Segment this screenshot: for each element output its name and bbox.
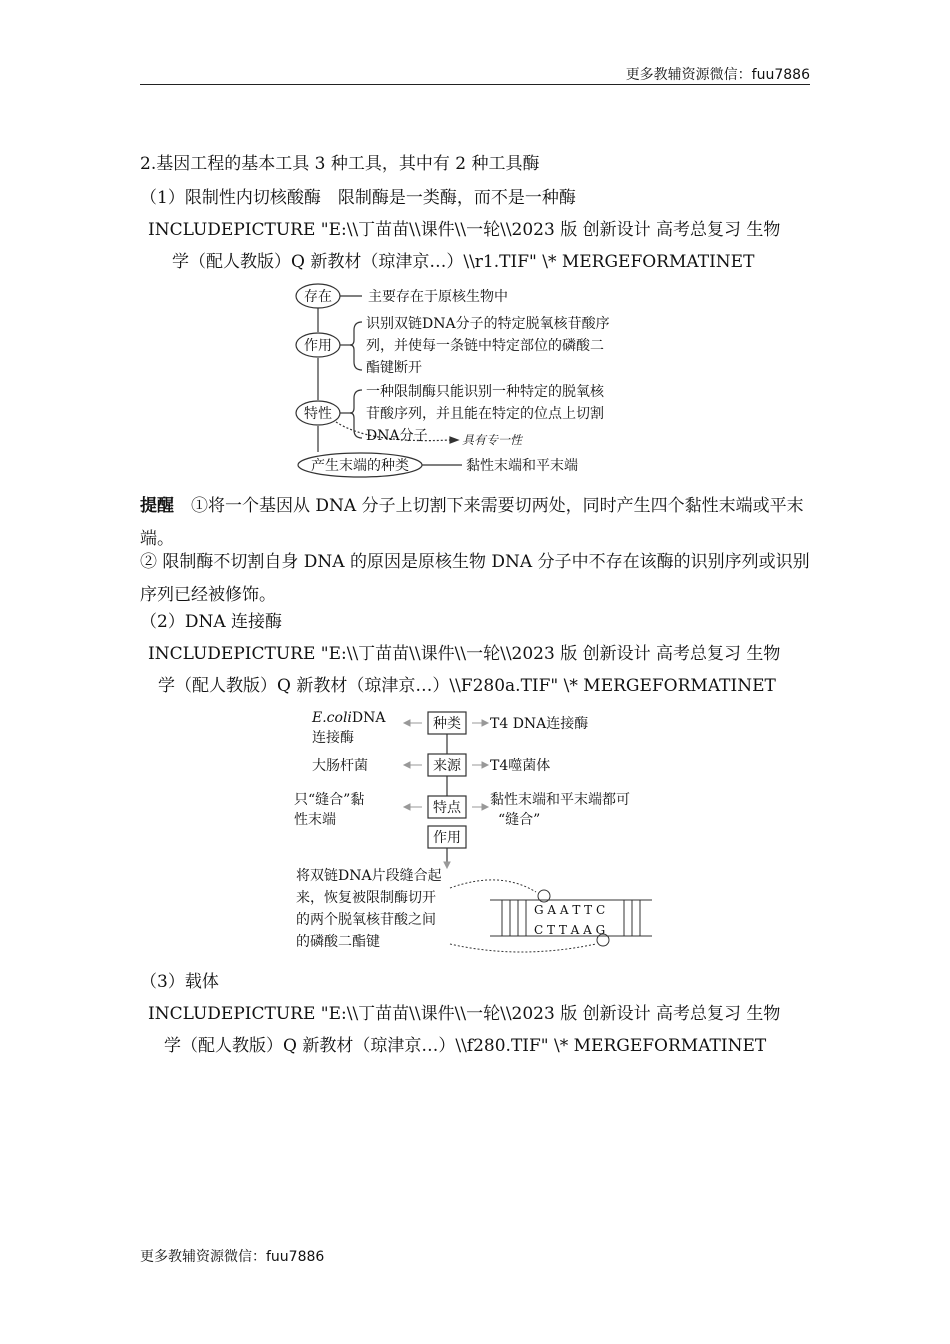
feature-ecoli-1: 只“缝合”黏 bbox=[294, 792, 365, 808]
seq-bottom: C T T A A G bbox=[534, 923, 606, 937]
box-kind: 种类 bbox=[433, 716, 461, 732]
node-function-line1: 识别双链DNA分子的特定脱氧核苷酸序 bbox=[366, 316, 610, 332]
node-function-line2: 列，并使每一条链中特定部位的磷酸二 bbox=[366, 338, 604, 354]
node-property-line3: DNA分子 bbox=[366, 428, 428, 444]
include-field-3b: 学（配人教版）Q 新教材（琼津京…）\\f280.TIF" \* MERGEFORMATINET bbox=[164, 1036, 767, 1056]
include-field-1b: 学（配人教版）Q 新教材（琼津京…）\\r1.TIF" \* MERGEFORMATINET bbox=[172, 252, 755, 272]
include-field-2a: INCLUDEPICTURE "E:\\丁苗苗\\课件\\一轮\\2023 版 创新设计 高考总复习 生物 bbox=[148, 644, 781, 664]
tip-2: ② 限制酶不切割自身 DNA 的原因是原核生物 DNA 分子中不存在该酶的识别序列或识别序列已经被修饰。 bbox=[140, 552, 810, 605]
node-property-line2: 苷酸序列，并且能在特定的位点上切割 bbox=[366, 406, 604, 422]
node-function-label: 作用 bbox=[304, 338, 332, 354]
svg-text:E.coliDNA bbox=[311, 710, 386, 726]
node-property-note: 具有专一性 bbox=[462, 433, 523, 447]
node-end-types-label: 产生末端的种类 bbox=[311, 458, 409, 474]
dna-ligase-diagram bbox=[290, 704, 670, 964]
seq-top: G A A T T C bbox=[534, 903, 606, 917]
item-vector: （3）载体 bbox=[140, 972, 219, 992]
restriction-enzyme-diagram bbox=[290, 282, 670, 482]
node-function-line3: 酯键断开 bbox=[366, 360, 422, 376]
source-t4: T4噬菌体 bbox=[490, 758, 551, 774]
item-restriction-enzyme: （1）限制性内切核酸酶 限制酶是一类酶，而不是一种酶 bbox=[140, 188, 576, 208]
box-source: 来源 bbox=[433, 758, 461, 774]
function-line4: 的磷酸二酯键 bbox=[296, 934, 380, 950]
box-function: 作用 bbox=[433, 830, 461, 846]
ecoli-dna: DNA bbox=[351, 710, 386, 726]
function-line2: 来，恢复被限制酶切开 bbox=[296, 890, 436, 906]
tip-1-text: ①将一个基因从 DNA 分子上切割下来需要切两处，同时产生四个黏性末端或平末端。 bbox=[140, 496, 804, 549]
item-ligase: （2）DNA 连接酶 bbox=[140, 612, 283, 632]
ecoli-ligase: 连接酶 bbox=[312, 730, 354, 746]
function-line1: 将双链DNA片段缝合起 bbox=[296, 868, 442, 884]
function-line3: 的两个脱氧核苷酸之间 bbox=[296, 912, 436, 928]
box-feature: 特点 bbox=[433, 800, 461, 816]
page-footer: 更多教辅资源微信：fuu7886 bbox=[140, 1249, 325, 1265]
feature-t4-1: 黏性末端和平末端都可 bbox=[490, 792, 630, 808]
header-rule bbox=[140, 84, 810, 85]
include-field-1a: INCLUDEPICTURE "E:\\丁苗苗\\课件\\一轮\\2023 版 创新设计 高考总复习 生物 bbox=[148, 220, 781, 240]
feature-ecoli-2: 性末端 bbox=[294, 812, 336, 828]
feature-t4-2: “缝合” bbox=[498, 812, 541, 828]
include-field-2b: 学（配人教版）Q 新教材（琼津京…）\\F280a.TIF" \* MERGEFORMATINET bbox=[158, 676, 776, 696]
tip-label: 提醒 bbox=[140, 496, 174, 516]
section-heading: 2.基因工程的基本工具 3 种工具，其中有 2 种工具酶 bbox=[140, 154, 540, 174]
t4-ligase: T4 DNA连接酶 bbox=[490, 716, 589, 732]
node-property-label: 特性 bbox=[304, 406, 332, 422]
source-ecoli: 大肠杆菌 bbox=[312, 758, 368, 774]
node-end-types-text: 黏性末端和平末端 bbox=[466, 458, 578, 474]
node-exist-label: 存在 bbox=[304, 289, 332, 305]
ecoli-name: E.coli bbox=[312, 710, 352, 726]
node-exist-text: 主要存在于原核生物中 bbox=[368, 289, 508, 305]
page-header: 更多教辅资源微信：fuu7886 bbox=[625, 67, 810, 83]
include-field-3a: INCLUDEPICTURE "E:\\丁苗苗\\课件\\一轮\\2023 版 创新设计 高考总复习 生物 bbox=[148, 1004, 781, 1024]
node-property-line1: 一种限制酶只能识别一种特定的脱氧核 bbox=[366, 384, 604, 400]
